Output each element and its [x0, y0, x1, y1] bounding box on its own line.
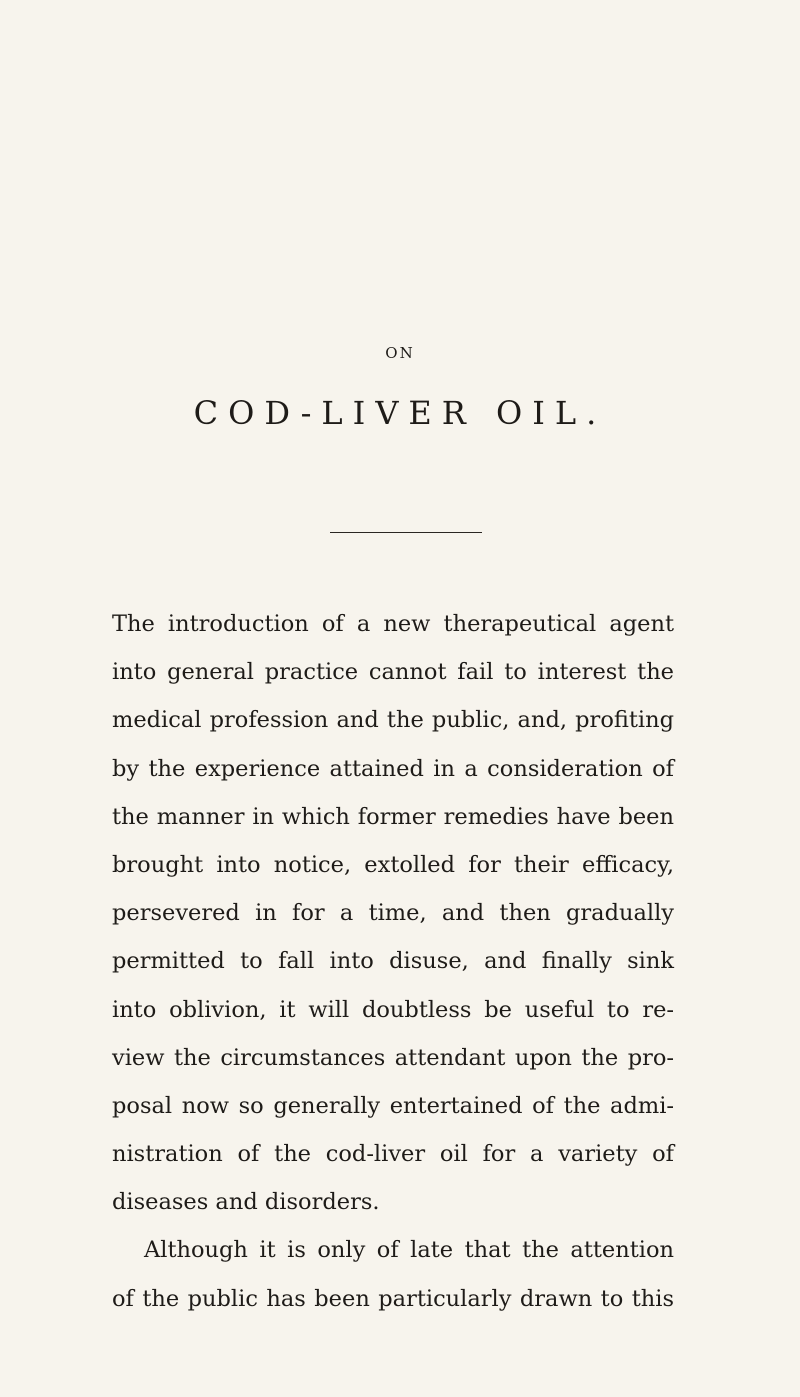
text-line: Although it is only of late that the attention — [144, 1237, 674, 1264]
text-line: view the circumstances attendant upon the pro- — [112, 1044, 674, 1071]
text-line: into general practice cannot fail to interest the — [112, 659, 674, 686]
text-line: diseases and disorders. — [112, 1189, 380, 1216]
text-line: by the experience attained in a consideration of — [112, 755, 674, 782]
text-line: nistration of the cod-liver oil for a variety of — [112, 1141, 674, 1168]
body-text — [112, 600, 674, 1323]
text-line: posal now so generally entertained of the admi- — [112, 1092, 674, 1119]
text-line: persevered in for a time, and then gradually — [112, 900, 674, 927]
text-line: into oblivion, it will doubtless be useful to re- — [112, 996, 674, 1023]
text-line: medical profession and the public, and, profiting — [112, 707, 674, 734]
text-line: of the public has been particularly drawn to this — [112, 1285, 674, 1312]
pre-title: ON — [385, 344, 415, 362]
page-title: COD-LIVER OIL. — [193, 394, 607, 432]
text-line: permitted to fall into disuse, and finally sink — [112, 948, 674, 975]
text-line: the manner in which former remedies have been — [112, 803, 674, 830]
text-line: brought into notice, extolled for their efficacy, — [112, 851, 674, 878]
text-line: The introduction of a new therapeutical agent — [112, 611, 674, 637]
title-divider — [330, 532, 482, 533]
